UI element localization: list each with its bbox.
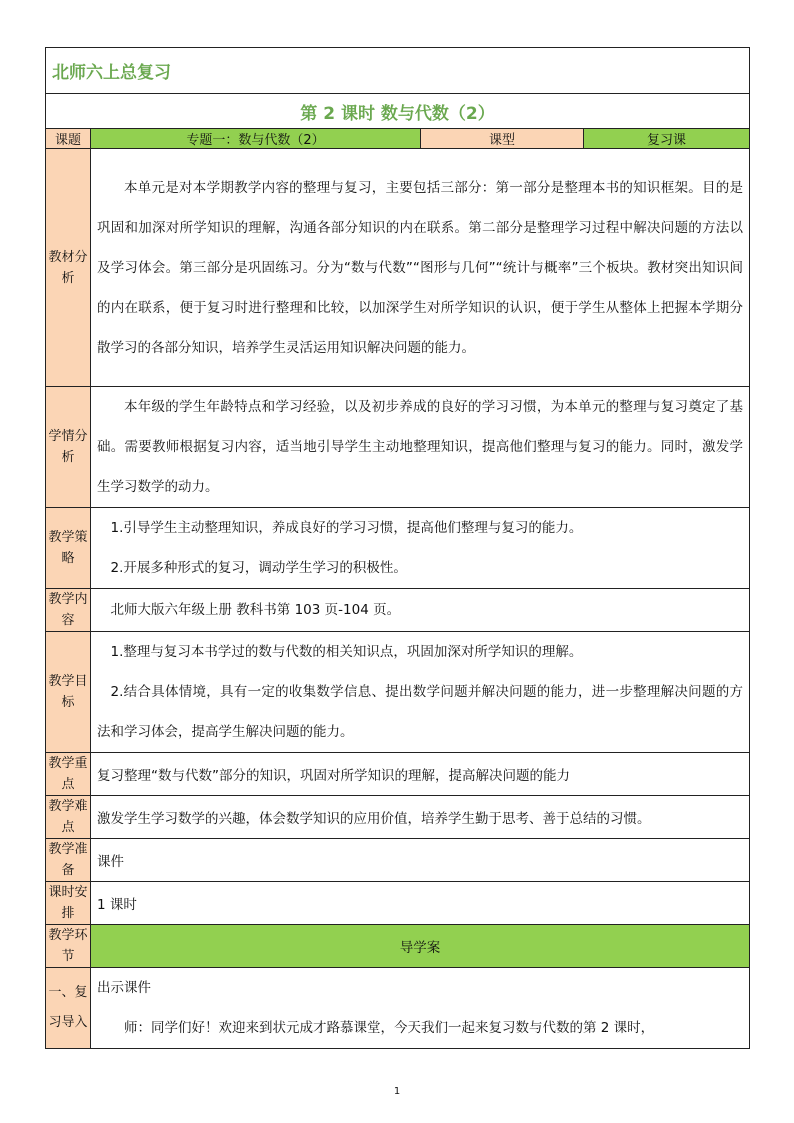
lesson-plan-table <box>45 47 750 1049</box>
topic-value: 专题一：数与代数（2） <box>91 129 421 149</box>
row-content: 复习整理“数与代数”部分的知识，巩固对所学知识的理解，提高解决问题的能力 <box>91 753 750 796</box>
row-label: 教学内容 <box>46 589 91 632</box>
lesson-plan-sheet <box>45 47 749 1049</box>
list-item: 1.整理与复习本书学过的数与代数的相关知识点，巩固加深对所学知识的理解。 <box>110 644 583 660</box>
lesson-title: 第 2 课时 数与代数（2） <box>46 94 750 129</box>
row-content <box>91 589 750 632</box>
row-label: 教学准备 <box>46 839 91 882</box>
row-intro <box>46 968 750 1049</box>
row-label: 教学重点 <box>46 753 91 796</box>
row-content <box>91 508 750 589</box>
row-label: 课时安排 <box>46 882 91 925</box>
paragraph: 出示课件 <box>97 980 151 996</box>
row-content <box>91 387 750 508</box>
row-content: 课件 <box>91 839 750 882</box>
row-preparation <box>46 839 750 882</box>
row-label: 教学环节 <box>46 925 91 968</box>
row-content <box>91 632 750 753</box>
row-strategy <box>46 508 750 589</box>
row-textbook-analysis <box>46 149 750 387</box>
type-label: 课型 <box>421 129 584 149</box>
row-content <box>91 968 750 1049</box>
row-key-points <box>46 753 750 796</box>
row-label: 教学目标 <box>46 632 91 753</box>
meta-row <box>46 129 750 149</box>
topic-label: 课题 <box>46 129 91 149</box>
list-item: 2.结合具体情境，具有一定的收集数学信息、提出数学问题并解决问题的能力，进一步整理解决问题的方法和学习体会，提高学生解决问题的能力。 <box>97 684 743 740</box>
row-content: 激发学生学习数学的兴趣，体会数学知识的应用价值，培养学生勤于思考、善于总结的习惯。 <box>91 796 750 839</box>
paragraph: 北师大版六年级上册 教科书第 103 页-104 页。 <box>110 602 401 618</box>
row-label: 教材分析 <box>46 149 91 387</box>
paragraph: 师：同学们好！欢迎来到状元成才路慕课堂，今天我们一起来复习数与代数的第 2 课时， <box>124 1020 655 1036</box>
row-teaching-content <box>46 589 750 632</box>
row-label: 教学难点 <box>46 796 91 839</box>
section-header-guide: 导学案 <box>91 925 750 968</box>
row-label: 教学策略 <box>46 508 91 589</box>
row-goals <box>46 632 750 753</box>
row-process <box>46 925 750 968</box>
list-item: 2.开展多种形式的复习，调动学生学习的积极性。 <box>110 560 407 576</box>
row-label: 学情分析 <box>46 387 91 508</box>
row-content: 1 课时 <box>91 882 750 925</box>
row-difficulties <box>46 796 750 839</box>
type-value: 复习课 <box>584 129 750 149</box>
row-hours <box>46 882 750 925</box>
page-number: 1 <box>393 1086 401 1097</box>
series-title: 北师六上总复习 <box>46 48 750 94</box>
row-label: 一、复习导入 <box>46 968 91 1049</box>
row-content <box>91 149 750 387</box>
paragraph: 本年级的学生年龄特点和学习经验，以及初步养成的良好的学习习惯，为本单元的整理与复习奠定了基础。需要教师根据复习内容，适当地引导学生主动地整理知识，提高他们整理与复习的能力。同时，激发学生学习数学的动力。 <box>97 399 743 495</box>
row-student-analysis <box>46 387 750 508</box>
paragraph: 本单元是对本学期教学内容的整理与复习，主要包括三部分：第一部分是整理本书的知识框架。目的是巩固和加深对所学知识的理解，沟通各部分知识的内在联系。第二部分是整理学习过程中解决问题的方法以及学习体会。第三部分是巩固练习。分为“数与代数”“图形与几何”“统计与概率”三个板块。教材突出知识间的内在联系，便于复习时进行整理和比较，以加深学生对所学知识的认识，便于学生从整体上把握本学期分散学习的各部分知识，培养学生灵活运用知识解决问题的能力。 <box>97 179 743 356</box>
list-item: 1.引导学生主动整理知识，养成良好的学习习惯，提高他们整理与复习的能力。 <box>110 520 583 536</box>
